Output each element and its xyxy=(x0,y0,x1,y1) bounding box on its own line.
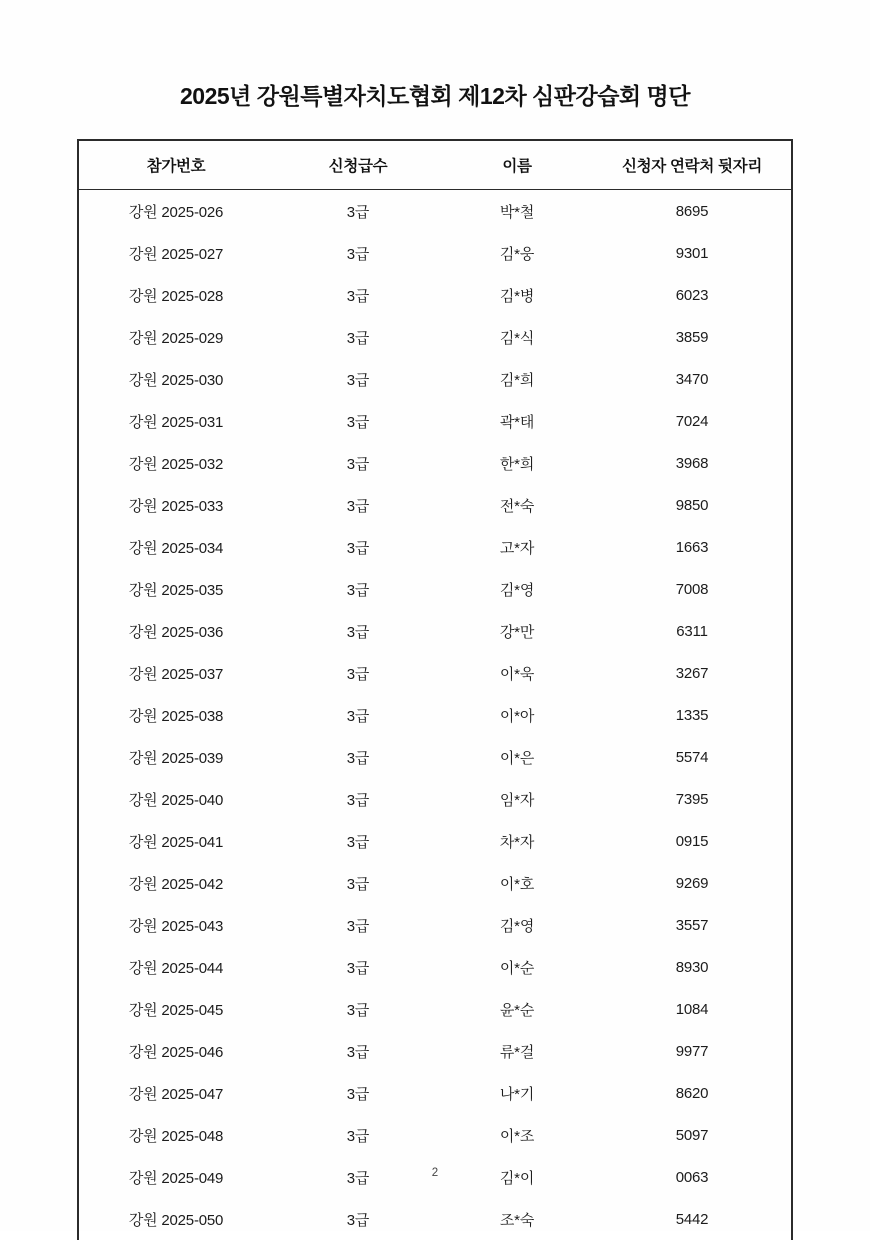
cell-phone: 8930 xyxy=(592,946,792,988)
table-header-row xyxy=(78,140,792,190)
cell-grade: 3급 xyxy=(274,274,442,316)
cell-number: 강원 2025-046 xyxy=(78,1030,274,1072)
cell-number: 강원 2025-045 xyxy=(78,988,274,1030)
cell-number: 강원 2025-037 xyxy=(78,652,274,694)
cell-name: 김*희 xyxy=(442,358,592,400)
cell-name: 강*만 xyxy=(442,610,592,652)
cell-name: 곽*태 xyxy=(442,400,592,442)
cell-number: 강원 2025-044 xyxy=(78,946,274,988)
table-row xyxy=(78,568,792,610)
cell-name: 김*영 xyxy=(442,568,592,610)
table-row xyxy=(78,610,792,652)
cell-number: 강원 2025-035 xyxy=(78,568,274,610)
cell-number: 강원 2025-042 xyxy=(78,862,274,904)
cell-grade: 3급 xyxy=(274,904,442,946)
cell-name: 이*은 xyxy=(442,736,592,778)
cell-name: 김*병 xyxy=(442,274,592,316)
cell-phone: 3859 xyxy=(592,316,792,358)
column-header-number: 참가번호 xyxy=(78,140,274,190)
table-row xyxy=(78,358,792,400)
cell-grade: 3급 xyxy=(274,358,442,400)
cell-phone: 0063 xyxy=(592,1156,792,1198)
cell-name: 나*기 xyxy=(442,1072,592,1114)
cell-number: 강원 2025-027 xyxy=(78,232,274,274)
cell-phone: 1335 xyxy=(592,694,792,736)
cell-name: 김*영 xyxy=(442,904,592,946)
cell-grade: 3급 xyxy=(274,778,442,820)
cell-number: 강원 2025-040 xyxy=(78,778,274,820)
cell-phone: 5442 xyxy=(592,1198,792,1240)
cell-grade: 3급 xyxy=(274,190,442,233)
cell-number: 강원 2025-029 xyxy=(78,316,274,358)
table-row xyxy=(78,652,792,694)
column-header-name: 이름 xyxy=(442,140,592,190)
table-row xyxy=(78,274,792,316)
cell-number: 강원 2025-032 xyxy=(78,442,274,484)
cell-grade: 3급 xyxy=(274,568,442,610)
cell-grade: 3급 xyxy=(274,526,442,568)
table-header xyxy=(78,140,792,190)
cell-name: 이*호 xyxy=(442,862,592,904)
cell-phone: 6311 xyxy=(592,610,792,652)
cell-grade: 3급 xyxy=(274,946,442,988)
table-right-rule xyxy=(791,139,793,1240)
table-row xyxy=(78,400,792,442)
cell-grade: 3급 xyxy=(274,610,442,652)
cell-grade: 3급 xyxy=(274,400,442,442)
table-row xyxy=(78,736,792,778)
table-row xyxy=(78,1030,792,1072)
cell-grade: 3급 xyxy=(274,652,442,694)
cell-phone: 3968 xyxy=(592,442,792,484)
cell-phone: 9301 xyxy=(592,232,792,274)
cell-number: 강원 2025-030 xyxy=(78,358,274,400)
cell-phone: 5574 xyxy=(592,736,792,778)
cell-grade: 3급 xyxy=(274,1114,442,1156)
cell-name: 전*숙 xyxy=(442,484,592,526)
table-row xyxy=(78,232,792,274)
cell-name: 김*이 xyxy=(442,1156,592,1198)
cell-name: 임*자 xyxy=(442,778,592,820)
cell-phone: 3470 xyxy=(592,358,792,400)
cell-name: 박*철 xyxy=(442,190,592,233)
cell-phone: 1084 xyxy=(592,988,792,1030)
table-row xyxy=(78,694,792,736)
cell-number: 강원 2025-034 xyxy=(78,526,274,568)
table-row xyxy=(78,988,792,1030)
cell-number: 강원 2025-039 xyxy=(78,736,274,778)
cell-phone: 8620 xyxy=(592,1072,792,1114)
table-body xyxy=(78,190,792,1240)
cell-name: 이*순 xyxy=(442,946,592,988)
cell-number: 강원 2025-047 xyxy=(78,1072,274,1114)
cell-grade: 3급 xyxy=(274,1072,442,1114)
cell-name: 이*아 xyxy=(442,694,592,736)
cell-number: 강원 2025-038 xyxy=(78,694,274,736)
cell-name: 고*자 xyxy=(442,526,592,568)
cell-grade: 3급 xyxy=(274,442,442,484)
cell-grade: 3급 xyxy=(274,820,442,862)
cell-phone: 7395 xyxy=(592,778,792,820)
column-header-phone: 신청자 연락처 뒷자리 xyxy=(592,140,792,190)
cell-phone: 5097 xyxy=(592,1114,792,1156)
cell-name: 류*걸 xyxy=(442,1030,592,1072)
cell-name: 이*욱 xyxy=(442,652,592,694)
table-row xyxy=(78,1198,792,1240)
cell-phone: 9977 xyxy=(592,1030,792,1072)
cell-name: 조*숙 xyxy=(442,1198,592,1240)
cell-name: 한*희 xyxy=(442,442,592,484)
table-row xyxy=(78,862,792,904)
page-title: 2025년 강원특별자치도협회 제12차 심판강습회 명단 xyxy=(0,0,870,111)
cell-number: 강원 2025-033 xyxy=(78,484,274,526)
cell-number: 강원 2025-049 xyxy=(78,1156,274,1198)
cell-phone: 3267 xyxy=(592,652,792,694)
table-row xyxy=(78,946,792,988)
cell-number: 강원 2025-026 xyxy=(78,190,274,233)
cell-grade: 3급 xyxy=(274,736,442,778)
cell-name: 김*웅 xyxy=(442,232,592,274)
page-number: 2 xyxy=(0,1167,870,1179)
cell-number: 강원 2025-041 xyxy=(78,820,274,862)
cell-name: 김*식 xyxy=(442,316,592,358)
table-row xyxy=(78,190,792,233)
cell-phone: 0915 xyxy=(592,820,792,862)
column-header-grade: 신청급수 xyxy=(274,140,442,190)
cell-grade: 3급 xyxy=(274,988,442,1030)
cell-phone: 9850 xyxy=(592,484,792,526)
roster-table-container xyxy=(78,139,792,1240)
cell-phone: 3557 xyxy=(592,904,792,946)
cell-phone: 7024 xyxy=(592,400,792,442)
cell-name: 윤*순 xyxy=(442,988,592,1030)
table-left-rule xyxy=(77,139,79,1240)
roster-table xyxy=(78,139,792,1240)
cell-phone: 8695 xyxy=(592,190,792,233)
cell-phone: 1663 xyxy=(592,526,792,568)
cell-grade: 3급 xyxy=(274,484,442,526)
cell-name: 이*조 xyxy=(442,1114,592,1156)
table-row xyxy=(78,316,792,358)
cell-number: 강원 2025-050 xyxy=(78,1198,274,1240)
cell-phone: 9269 xyxy=(592,862,792,904)
cell-phone: 7008 xyxy=(592,568,792,610)
cell-number: 강원 2025-048 xyxy=(78,1114,274,1156)
cell-number: 강원 2025-028 xyxy=(78,274,274,316)
cell-grade: 3급 xyxy=(274,316,442,358)
cell-number: 강원 2025-036 xyxy=(78,610,274,652)
table-row xyxy=(78,442,792,484)
table-row xyxy=(78,484,792,526)
cell-grade: 3급 xyxy=(274,862,442,904)
table-row xyxy=(78,820,792,862)
cell-grade: 3급 xyxy=(274,1156,442,1198)
cell-grade: 3급 xyxy=(274,1198,442,1240)
table-row xyxy=(78,904,792,946)
cell-phone: 6023 xyxy=(592,274,792,316)
table-row xyxy=(78,1114,792,1156)
cell-grade: 3급 xyxy=(274,694,442,736)
table-row xyxy=(78,1072,792,1114)
table-row xyxy=(78,526,792,568)
cell-name: 차*자 xyxy=(442,820,592,862)
cell-grade: 3급 xyxy=(274,1030,442,1072)
cell-grade: 3급 xyxy=(274,232,442,274)
cell-number: 강원 2025-043 xyxy=(78,904,274,946)
table-row xyxy=(78,778,792,820)
cell-number: 강원 2025-031 xyxy=(78,400,274,442)
